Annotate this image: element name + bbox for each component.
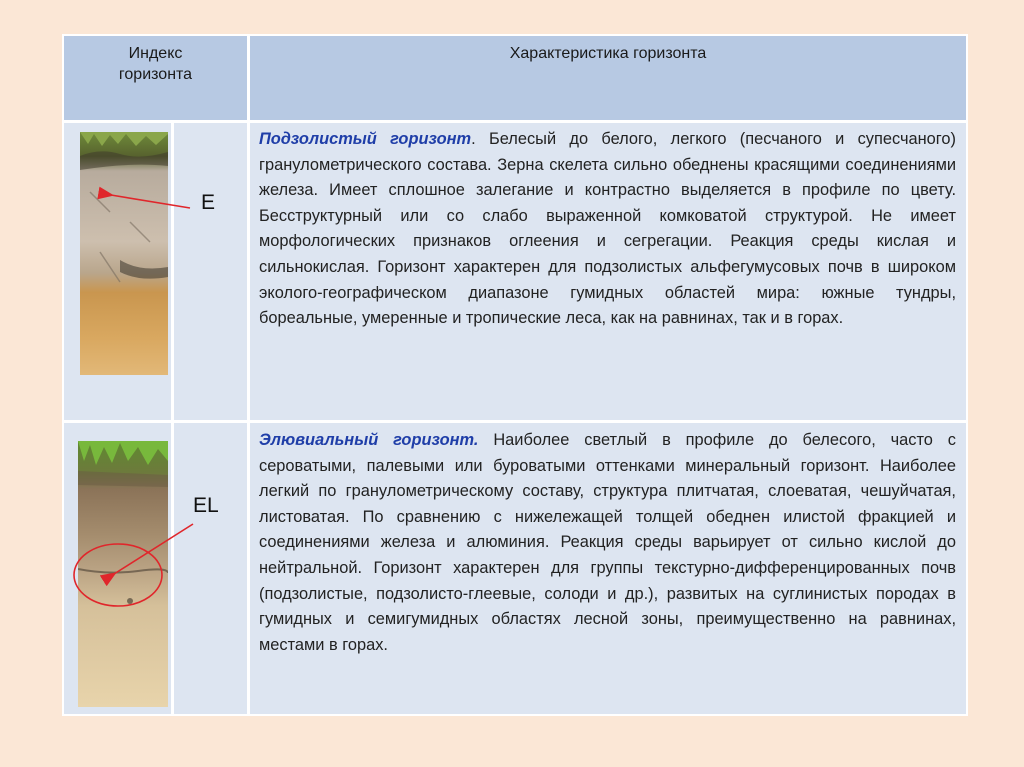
- term-eluvial-horizon: Элювиальный горизонт.: [259, 431, 479, 449]
- description-el: [259, 428, 956, 658]
- horizon-index-el: EL: [193, 494, 219, 517]
- soil-profile-photo-el: [78, 441, 168, 707]
- description-e-text: . Белесый до белого, легкого (песчаного и супесчаного) гранулометрического состава. Зерна скелета сильно обеднены красящими соединениями железа. Имеет сплошное залегание и контрастно выделяется в профиле по цвету. Бесструктурный или со слабо выраженной комковатой структурой. Не имеет морфологических признаков оглеения и сегрегации. Реакция среды кислая и сильнокислая. Горизонт характерен для подзолистых альфегумусовых почв в широком эколого-географическом диапазоне гумидных областей мира: южные тундры, бореальные, умеренные и тропические леса, как на равнинах, так и в горах.: [259, 130, 956, 328]
- description-e: [259, 127, 956, 332]
- row-el-index-cell: [174, 423, 247, 714]
- header-index-label: Индекс горизонта: [118, 45, 193, 83]
- header-desc-label: Характеристика горизонта: [509, 45, 707, 62]
- description-el-text: Наиболее светлый в профиле до белесого, часто с сероватыми, палевыми или буроватыми оттенками минеральный горизонт. Наиболее легкий по гранулометрическому составу, структура плитчатая, слоеватая, чешуйчатая, листоватая. По сравнению с нижележащей толщей обеднен илистой фракцией и соединениями железа и алюминия. Реакция среды варьирует от сильно кислой до нейтральной. Горизонт характерен для группы текстурно-дифференцированных почв (подзолистые, подзолисто-глеевые, солоди и др.), развитых на суглинистых породах в гумидных и семигумидных областях лесной зоны, преимущественно на равнинах, местами в горах.: [259, 431, 957, 654]
- row-e-index-cell: [174, 123, 247, 420]
- term-podzolic-horizon: Подзолистый горизонт: [259, 130, 472, 148]
- horizon-index-e: E: [201, 191, 216, 214]
- soil-profile-photo-e: [80, 132, 168, 375]
